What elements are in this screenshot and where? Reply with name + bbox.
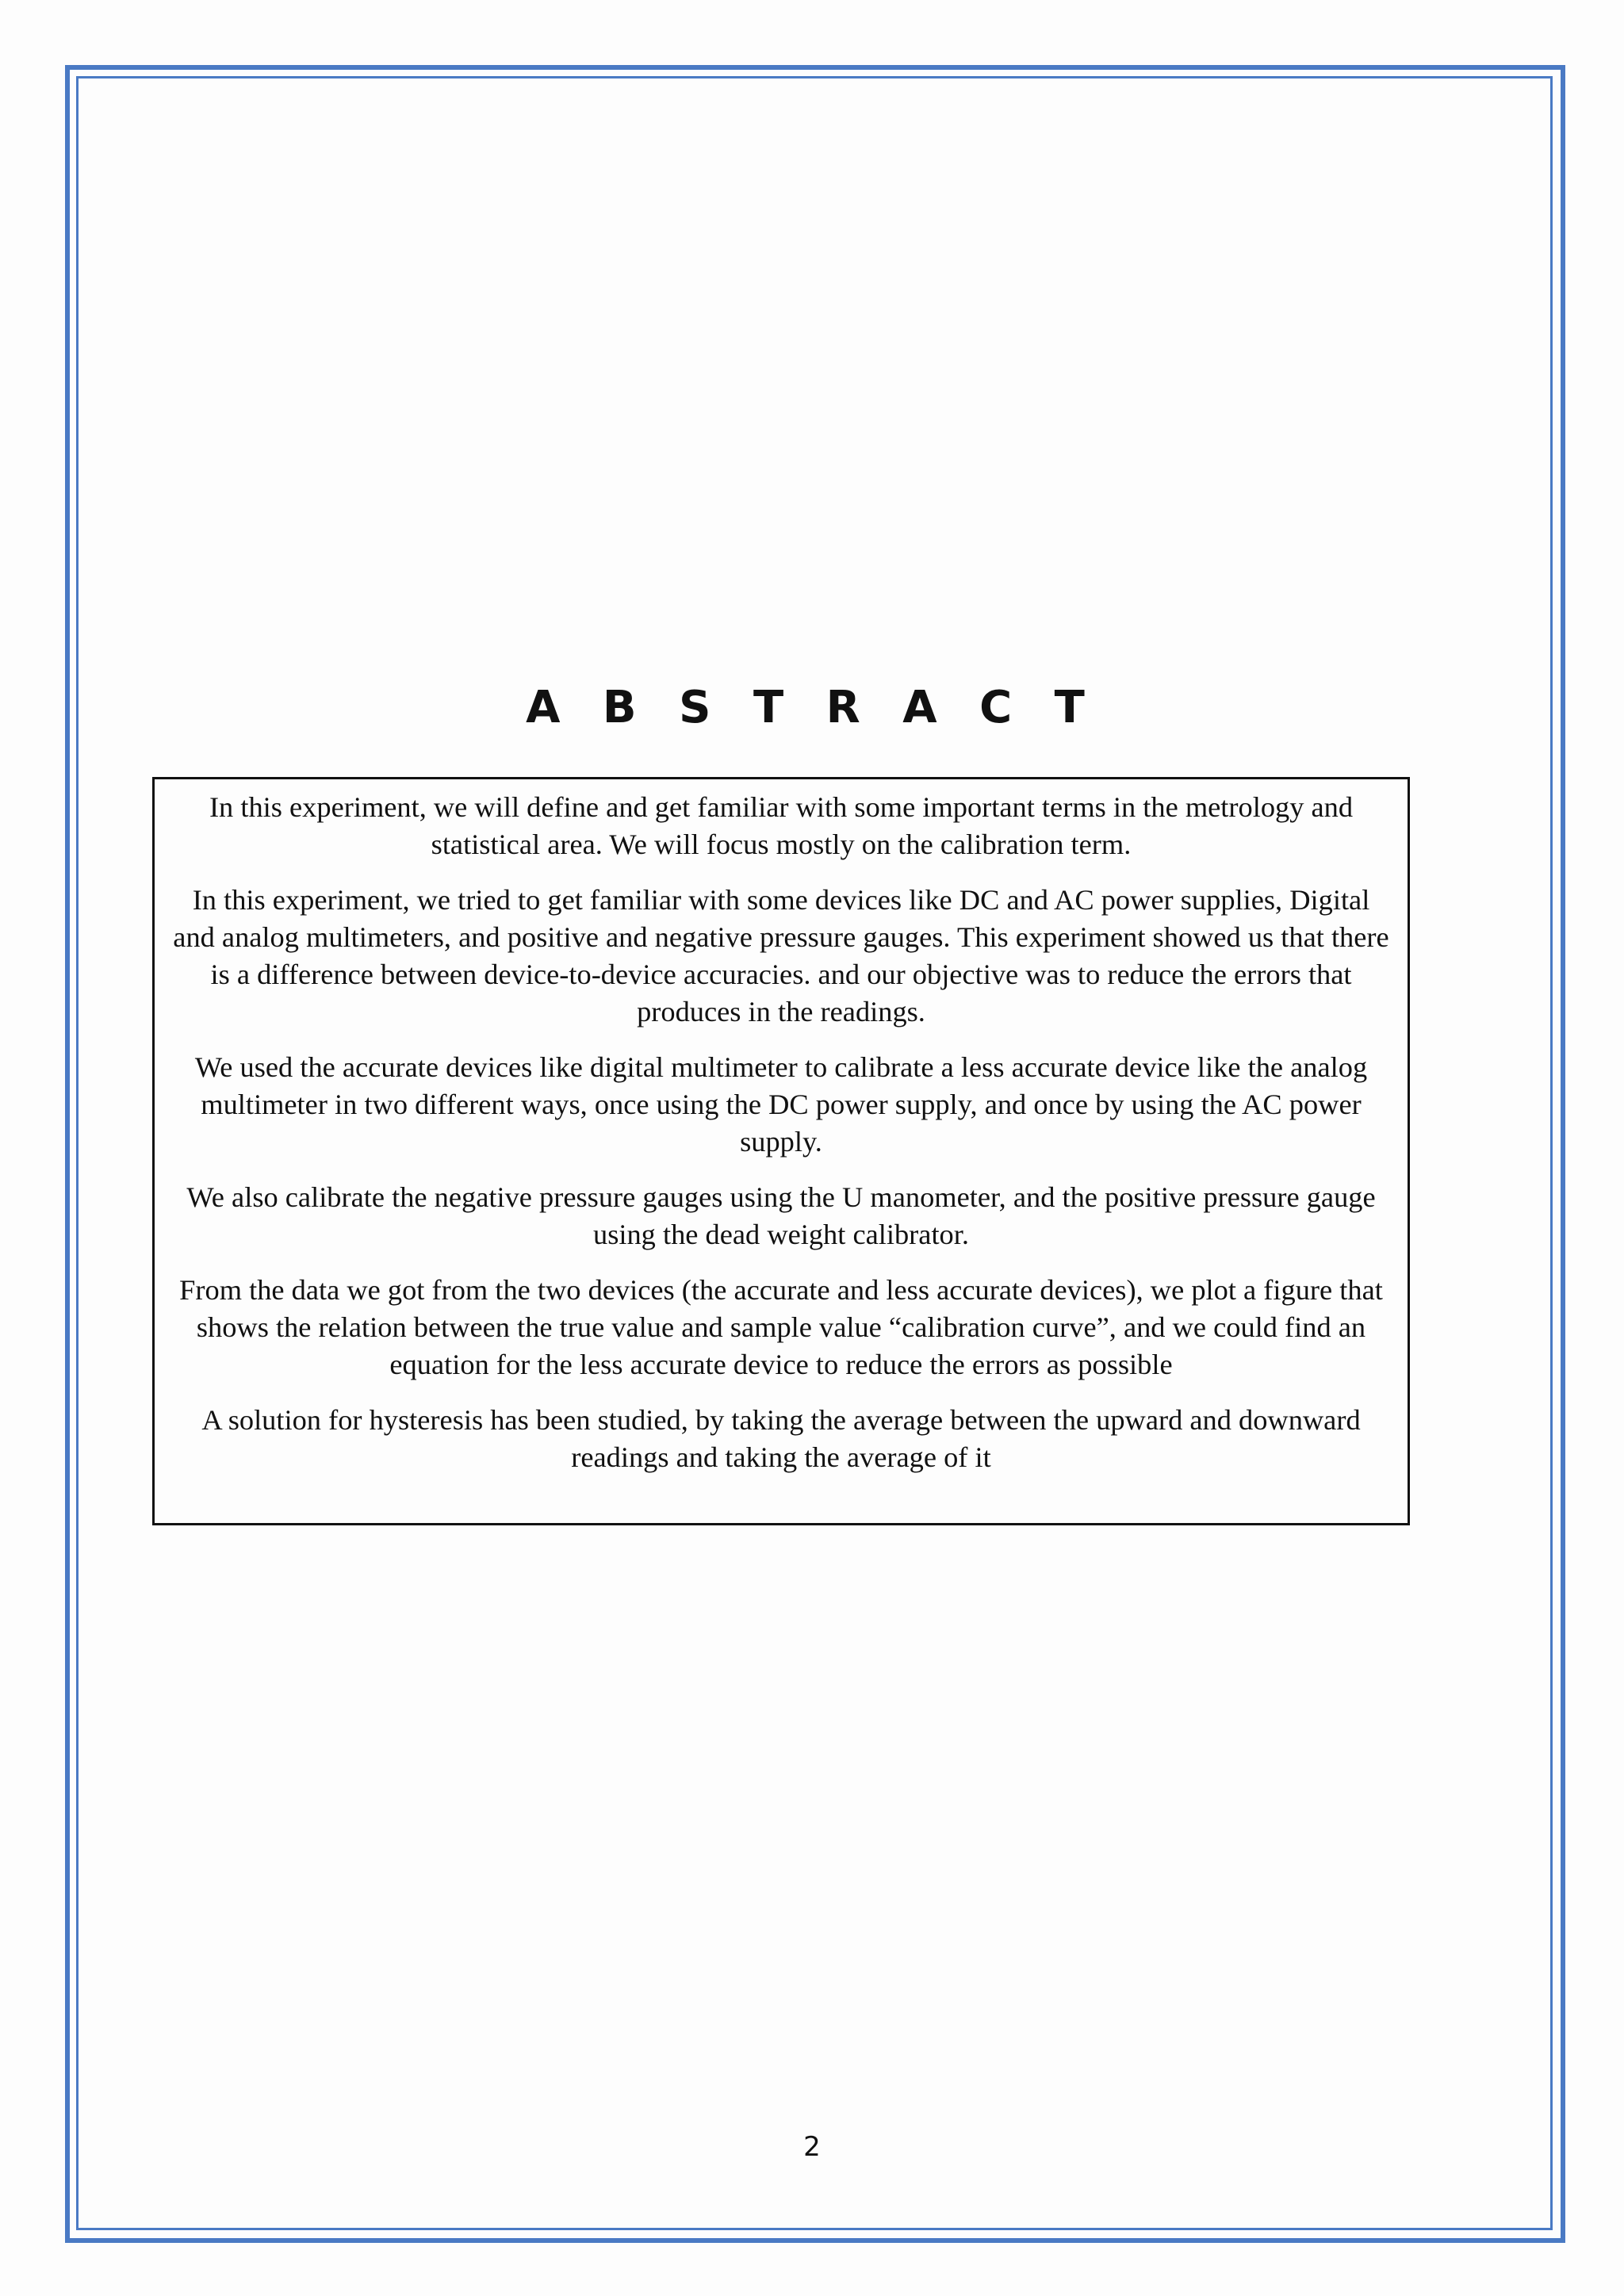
abstract-heading: A B S T R A C T bbox=[526, 682, 1098, 733]
abstract-box bbox=[152, 777, 1410, 1525]
abstract-paragraph: We also calibrate the negative pressure gauges using the U manometer, and the positive pressure gauge using the dead weight calibrator. bbox=[186, 1181, 1376, 1250]
abstract-paragraph: From the data we got from the two devices (the accurate and less accurate devices), we plot a figure that shows the relation between the true value and sample value “calibration curve”, and we could find an equation for the less accurate device to reduce the errors as possible bbox=[179, 1274, 1383, 1380]
abstract-paragraph: A solution for hysteresis has been studied, by taking the average between the upward and downward readings and taking the average of it bbox=[201, 1404, 1361, 1473]
abstract-paragraph: In this experiment, we tried to get familiar with some devices like DC and AC power supplies, Digital and analog multimeters, and positive and negative pressure gauges. This experiment showed us that there is a difference between device-to-device accuracies. and our objective was to reduce the errors that produces in the readings. bbox=[173, 884, 1389, 1027]
page-number: 2 bbox=[803, 2131, 821, 2163]
abstract-paragraph: In this experiment, we will define and get familiar with some important terms in the metrology and statistical area. We will focus mostly on the calibration term. bbox=[209, 791, 1354, 860]
abstract-paragraph: We used the accurate devices like digital multimeter to calibrate a less accurate device like the analog multimeter in two different ways, once using the DC power supply, and once by using the AC power supply. bbox=[194, 1051, 1368, 1158]
